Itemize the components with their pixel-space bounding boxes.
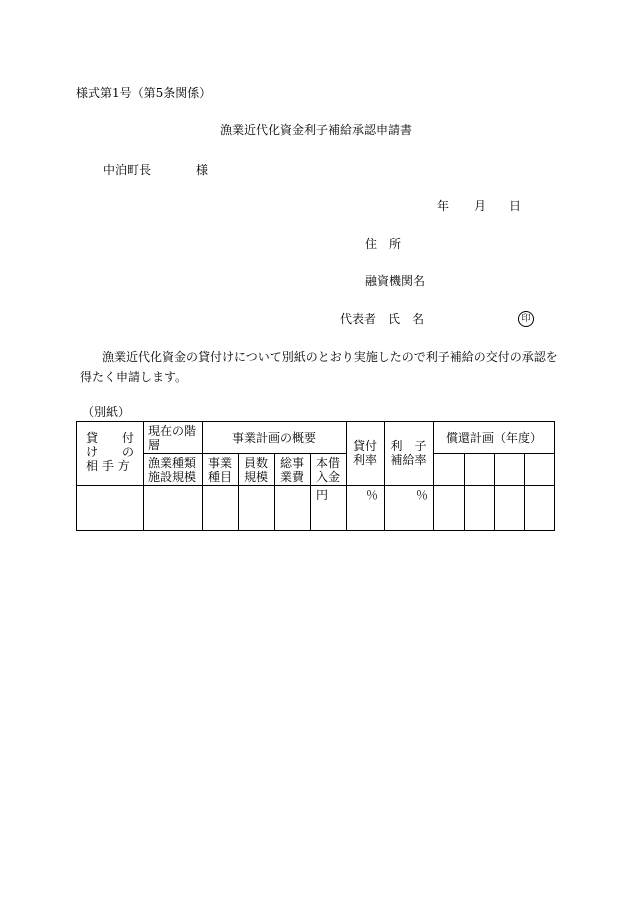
header-principal: 本借 入金 [315, 456, 340, 484]
body-text: 漁業近代化資金の貸付けについて別紙のとおり実施したので利子補給の交付の承認を得たく申請します。 [80, 350, 558, 384]
header-project-overview: 事業計画の概要 [231, 431, 316, 445]
header-business-type: 事業 種目 [207, 456, 232, 484]
form-number: 様式第1号（第5条関係） [76, 86, 212, 100]
form-title: 漁業近代化資金利子補給承認申請書 [220, 123, 413, 137]
header-subsidy-rate: 利 子 補給率 [390, 439, 427, 467]
body-paragraph [80, 347, 560, 387]
attachment-label: （別紙） [82, 405, 131, 419]
unit-yen: 円 [316, 488, 329, 502]
header-total-cost: 総事 業費 [279, 456, 304, 484]
header-current-tier: 現在の階 層 [148, 424, 197, 452]
header-repayment-plan: 償還計画（年度） [445, 431, 542, 445]
date-year-label: 年 [437, 199, 450, 213]
attachment-table [76, 421, 555, 531]
address-label: 住 所 [365, 237, 402, 251]
unit-percent-subsidy-rate: ％ [416, 488, 429, 502]
header-facility: 漁業種類 施設規模 [148, 456, 197, 484]
unit-percent-loan-rate: ％ [366, 488, 379, 502]
header-staff-scale: 員数 規模 [243, 456, 268, 484]
header-loan-rate: 貸付 利率 [352, 439, 377, 467]
addressee-honorific: 様 [196, 163, 209, 177]
addressee-name: 中泊町長 [103, 163, 152, 177]
representative-label: 代表者 氏 名 [340, 312, 425, 326]
date-month-label: 月 [474, 199, 487, 213]
seal-mark: 印 [518, 311, 534, 327]
header-borrower: 貸 付 け の 相 手 方 [86, 431, 135, 473]
institution-label: 融資機関名 [365, 274, 426, 288]
date-day-label: 日 [509, 199, 522, 213]
